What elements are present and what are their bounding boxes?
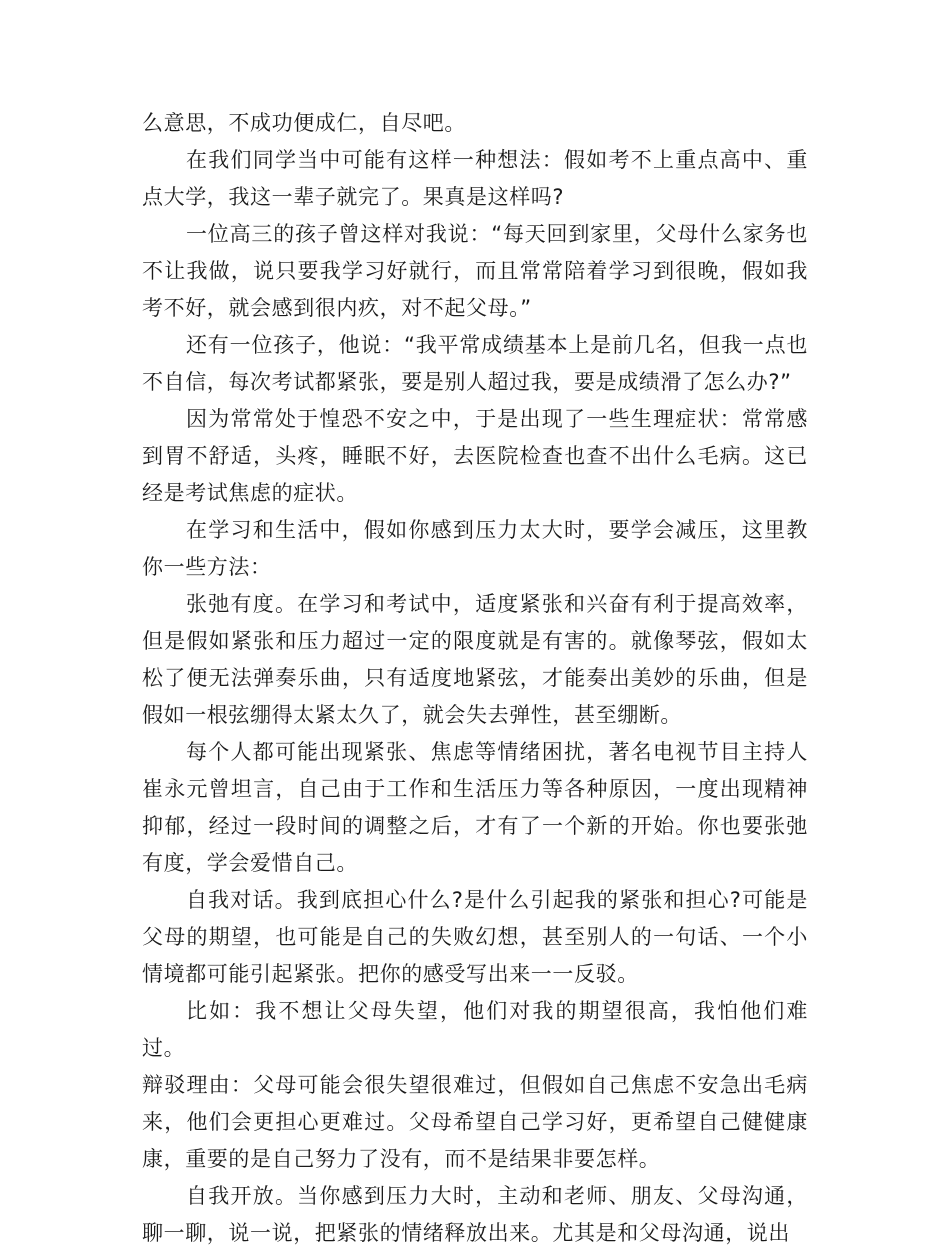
paragraph-11: 辩驳理由：父母可能会很失望很难过，但假如自己焦虑不安急出毛病来，他们会更担心更难过。父母希望自己学习好，更希望自己健健康康，重要的是自己努力了没有，而不是结果非要怎样。 [142, 1073, 808, 1171]
paragraph-9: 自我对话。我到底担心什么?是什么引起我的紧张和担心?可能是父母的期望，也可能是自己的失败幻想，甚至别人的一句话、一个小情境都可能引起紧张。把你的感受写出来一一反驳。 [142, 888, 808, 986]
paragraph-10: 比如：我不想让父母失望，他们对我的期望很高，我怕他们难过。 [142, 999, 808, 1060]
document-body [142, 105, 808, 1252]
paragraph-2: 在我们同学当中可能有这样一种想法：假如考不上重点高中、重点大学，我这一辈子就完了。果真是这样吗? [142, 148, 808, 209]
paragraph-7: 张弛有度。在学习和考试中，适度紧张和兴奋有利于提高效率，但是假如紧张和压力超过一定的限度就是有害的。就像琴弦，假如太松了便无法弹奏乐曲，只有适度地紧弦，才能奏出美妙的乐曲，但是假如一根弦绷得太紧太久了，就会失去弹性，甚至绷断。 [142, 592, 808, 727]
paragraph-1: 么意思，不成功便成仁，自尽吧。 [142, 111, 466, 135]
paragraph-5: 因为常常处于惶恐不安之中，于是出现了一些生理症状：常常感到胃不舒适，头疼，睡眠不好，去医院检查也查不出什么毛病。这已经是考试焦虑的症状。 [142, 407, 808, 505]
paragraph-12: 自我开放。当你感到压力大时，主动和老师、朋友、父母沟通，聊一聊，说一说，把紧张的情绪释放出来。尤其是和父母沟通，说出 [142, 1184, 808, 1245]
paragraph-3: 一位高三的孩子曾这样对我说：“每天回到家里，父母什么家务也不让我做，说只要我学习好就行，而且常常陪着学习到很晚，假如我考不好，就会感到很内疚，对不起父母。” [142, 222, 808, 320]
paragraph-4: 还有一位孩子，他说：“我平常成绩基本上是前几名，但我一点也不自信，每次考试都紧张，要是别人超过我，要是成绩滑了怎么办?” [142, 333, 808, 394]
paragraph-8: 每个人都可能出现紧张、焦虑等情绪困扰，著名电视节目主持人崔永元曾坦言，自己由于工作和生活压力等各种原因，一度出现精神抑郁，经过一段时间的调整之后，才有了一个新的开始。你也要张弛有度，学会爱惜自己。 [142, 740, 808, 875]
paragraph-6: 在学习和生活中，假如你感到压力太大时，要学会减压，这里教你一些方法： [142, 518, 808, 579]
